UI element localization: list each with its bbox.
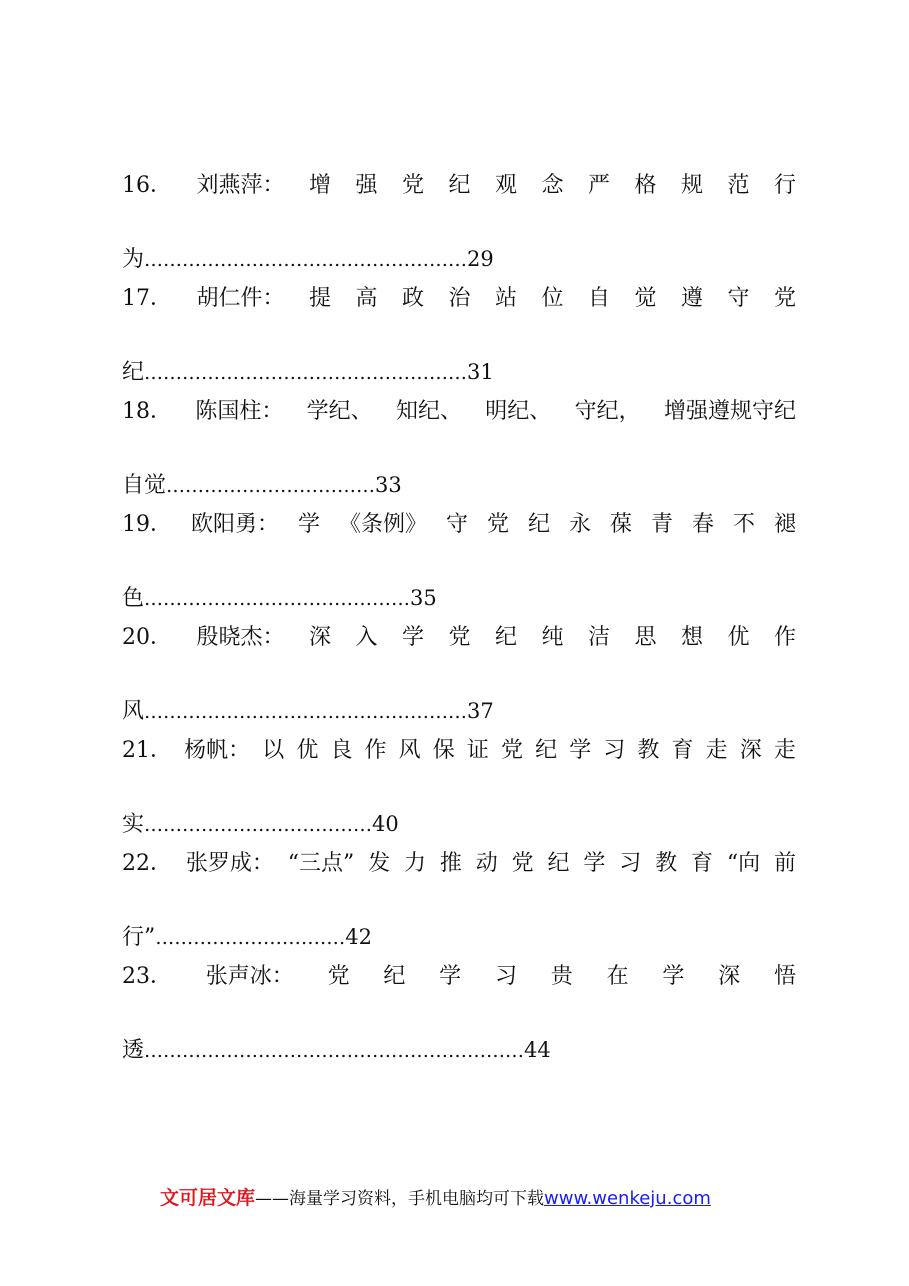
toc-entry-title-segment: 教 [655, 851, 678, 876]
toc-entry-title-segment: 走 [705, 738, 728, 763]
toc-entry-title-tail: 行” [122, 925, 156, 950]
toc-entry-title-segment: 高 [355, 286, 378, 311]
toc-entry-title-segment: 纪 [494, 625, 517, 650]
toc-entry-number: 20． [122, 625, 172, 650]
toc-entry-title-segment: 深 [718, 964, 741, 989]
toc-entry-title-segment: 推 [439, 851, 462, 876]
toc-entry-title-segment: 自 [587, 286, 610, 311]
toc-entry-title-segment: 青 [650, 512, 673, 537]
toc-entry-title-segment: 纪 [448, 173, 471, 198]
toc-entry-title-segment: 念 [541, 173, 564, 198]
toc-entry-number: 19． [122, 512, 172, 537]
table-of-contents [122, 166, 796, 1070]
toc-entry-title-segment: 党 [401, 173, 424, 198]
toc-entry-title-segment: 想 [680, 625, 703, 650]
toc-entry-title-segment: 良 [330, 738, 353, 763]
toc-entry-title-tail: 实 [122, 812, 145, 837]
toc-entry-title-segment: 党 [327, 964, 350, 989]
toc-entry-title-segment: 殷晓杰： [196, 625, 285, 650]
toc-entry-title-line [122, 731, 796, 771]
toc-entry-title-segment: 守 [445, 512, 468, 537]
toc-entry-title-line [122, 279, 796, 319]
footer-link[interactable]: www.wenkeju.com [544, 1188, 711, 1209]
toc-entry-title-segment: 入 [355, 625, 378, 650]
toc-entry-title-segment: 提 [308, 286, 331, 311]
toc-leader-dots: …………………………………………… [144, 701, 468, 723]
toc-entry-continuation-line [122, 997, 796, 1070]
toc-entry-title-segment: 守 [727, 286, 750, 311]
toc-entry-title-segment: 党 [448, 625, 471, 650]
toc-entry-continuation-line [122, 884, 796, 957]
toc-entry-number: 18． [122, 399, 172, 424]
toc-entry-title-segment: 觉 [634, 286, 657, 311]
toc-entry-title-segment: 作 [773, 625, 796, 650]
toc-entry-title-segment: 增 [308, 173, 331, 198]
toc-entry-title-segment: 学 [297, 512, 320, 537]
toc-entry-title-segment: 优 [296, 738, 319, 763]
toc-leader-dots: …………………………… [166, 475, 376, 497]
toc-entry [122, 166, 796, 279]
toc-page-number: 29 [467, 247, 494, 271]
toc-entry-title-segment: 永 [568, 512, 591, 537]
toc-entry-title-segment: 站 [494, 286, 517, 311]
toc-leader-dots: …………………………………………… [144, 249, 468, 271]
toc-entry-title-segment: 行 [773, 173, 796, 198]
toc-entry [122, 731, 796, 844]
toc-entry-title-segment: 教 [637, 738, 660, 763]
toc-entry-title-segment: 洁 [587, 625, 610, 650]
toc-leader-dots: ……………………………… [144, 814, 373, 836]
toc-entry-number: 23． [122, 964, 172, 989]
footer [160, 1183, 800, 1210]
footer-text: ——海量学习资料，手机电脑均可下载 [255, 1189, 545, 1209]
toc-entry [122, 505, 796, 618]
toc-entry-title-segment: 治 [448, 286, 471, 311]
toc-entry-title-line [122, 505, 796, 545]
toc-entry-title-segment: 政 [401, 286, 424, 311]
toc-entry-title-segment: 《条例》 [338, 512, 427, 537]
toc-entry-title-segment: 知纪、 [395, 399, 462, 424]
toc-entry-continuation-line [122, 206, 796, 279]
toc-entry-title-segment: 习 [619, 851, 642, 876]
toc-entry-continuation-line [122, 658, 796, 731]
toc-entry [122, 279, 796, 392]
toc-entry-title-tail: 透 [122, 1038, 145, 1063]
toc-entry-title-segment: 悟 [773, 964, 796, 989]
toc-entry-title-segment: 育 [690, 851, 713, 876]
toc-entry-title-segment: 党 [486, 512, 509, 537]
toc-entry-title-segment: 学 [662, 964, 685, 989]
toc-entry-title-segment: 规 [680, 173, 703, 198]
toc-entry-title-segment: 保 [432, 738, 455, 763]
toc-entry-title-segment: 证 [466, 738, 489, 763]
toc-entry-title-segment: 纪 [527, 512, 550, 537]
toc-entry-title-tail: 自觉 [122, 473, 167, 498]
toc-entry-title-segment: 格 [634, 173, 657, 198]
toc-entry-title-segment: 发 [368, 851, 391, 876]
toc-entry-continuation-line [122, 545, 796, 618]
toc-page-number: 42 [345, 925, 372, 949]
toc-entry-title-segment: 力 [403, 851, 426, 876]
toc-leader-dots: …………………………………………… [144, 362, 468, 384]
toc-entry-title-segment: 张声冰： [205, 964, 294, 989]
toc-entry-title-segment: “向 [726, 851, 761, 876]
toc-entry-title-line [122, 618, 796, 658]
toc-entry-title-segment: 学纪、 [306, 399, 373, 424]
toc-entry-title-segment: 遵 [680, 286, 703, 311]
toc-entry [122, 618, 796, 731]
toc-entry-title-segment: 观 [494, 173, 517, 198]
toc-entry [122, 957, 796, 1070]
toc-entry-title-segment: 动 [475, 851, 498, 876]
toc-entry-title-segment: 纪 [383, 964, 406, 989]
toc-entry-title-segment: 思 [634, 625, 657, 650]
toc-entry-number: 16． [122, 173, 172, 198]
toc-entry-title-segment: 党 [511, 851, 534, 876]
toc-entry-number: 21． [122, 738, 172, 763]
toc-entry-title-segment: 学 [439, 964, 462, 989]
toc-leader-dots: …………………………………… [144, 588, 411, 610]
toc-entry-title-segment: 风 [398, 738, 421, 763]
toc-entry-title-segment: 杨帆： [184, 738, 251, 763]
toc-entry-title-segment: 张罗成： [185, 851, 274, 876]
toc-entry-title-segment: 位 [541, 286, 564, 311]
toc-entry-title-segment: 在 [606, 964, 629, 989]
toc-entry-title-segment: 纪 [535, 738, 558, 763]
toc-entry-title-tail: 为 [122, 247, 145, 272]
toc-entry-title-segment: 强 [355, 173, 378, 198]
toc-page-number: 40 [372, 812, 399, 836]
toc-entry-title-segment: 范 [727, 173, 750, 198]
toc-leader-dots: …………………………………………………… [144, 1040, 525, 1062]
toc-page-number: 31 [467, 360, 494, 384]
toc-entry-title-segment: 葆 [609, 512, 632, 537]
toc-entry-title-segment: 习 [494, 964, 517, 989]
toc-entry-continuation-line [122, 771, 796, 844]
toc-entry-title-segment: 刘燕萍： [196, 173, 285, 198]
toc-entry-title-segment: 以 [262, 738, 285, 763]
toc-entry-number: 22． [122, 851, 172, 876]
toc-entry-title-segment: 守纪， [574, 399, 641, 424]
toc-entry-title-segment: 习 [603, 738, 626, 763]
toc-entry [122, 844, 796, 957]
toc-entry-title-segment: 陈国柱： [195, 399, 284, 424]
toc-page-number: 35 [410, 586, 437, 610]
toc-entry-title-segment: 优 [727, 625, 750, 650]
toc-entry-title-line [122, 166, 796, 206]
toc-entry-title-tail: 色 [122, 586, 145, 611]
toc-leader-dots: ………………………… [155, 927, 346, 949]
toc-entry-title-segment: 党 [773, 286, 796, 311]
toc-entry-title-segment: 作 [364, 738, 387, 763]
toc-entry-title-segment: 不 [732, 512, 755, 537]
toc-entry-title-segment: 胡仁件： [196, 286, 285, 311]
toc-entry-title-segment: “三点” [287, 851, 355, 876]
toc-entry-title-line [122, 957, 796, 997]
toc-entry-title-segment: 党 [500, 738, 523, 763]
toc-entry-title-tail: 风 [122, 699, 145, 724]
toc-entry-number: 17． [122, 286, 172, 311]
toc-entry-title-segment: 学 [583, 851, 606, 876]
toc-entry-title-segment: 前 [773, 851, 796, 876]
toc-entry-title-segment: 育 [671, 738, 694, 763]
toc-entry-title-segment: 欧阳勇： [190, 512, 279, 537]
toc-entry-title-segment: 春 [691, 512, 714, 537]
toc-entry-title-segment: 学 [569, 738, 592, 763]
toc-entry-title-tail: 纪 [122, 360, 145, 385]
toc-entry-title-line [122, 392, 796, 432]
toc-entry-title-segment: 深 [308, 625, 331, 650]
footer-brand: 文可居文库 [160, 1187, 256, 1209]
toc-entry-continuation-line [122, 319, 796, 392]
toc-entry-title-line [122, 844, 796, 884]
toc-page-number: 33 [375, 473, 402, 497]
toc-entry-title-segment: 纪 [547, 851, 570, 876]
toc-entry-continuation-line [122, 432, 796, 505]
toc-entry-title-segment: 学 [401, 625, 424, 650]
toc-entry-title-segment: 贵 [550, 964, 573, 989]
toc-entry-title-segment: 纯 [541, 625, 564, 650]
toc-entry [122, 392, 796, 505]
toc-entry-title-segment: 增强遵规守纪 [663, 399, 796, 424]
toc-entry-title-segment: 褪 [773, 512, 796, 537]
toc-entry-title-segment: 深 [739, 738, 762, 763]
toc-entry-title-segment: 走 [773, 738, 796, 763]
toc-entry-title-segment: 严 [587, 173, 610, 198]
toc-page-number: 44 [524, 1038, 551, 1062]
toc-page-number: 37 [467, 699, 494, 723]
toc-entry-title-segment: 明纪、 [485, 399, 552, 424]
